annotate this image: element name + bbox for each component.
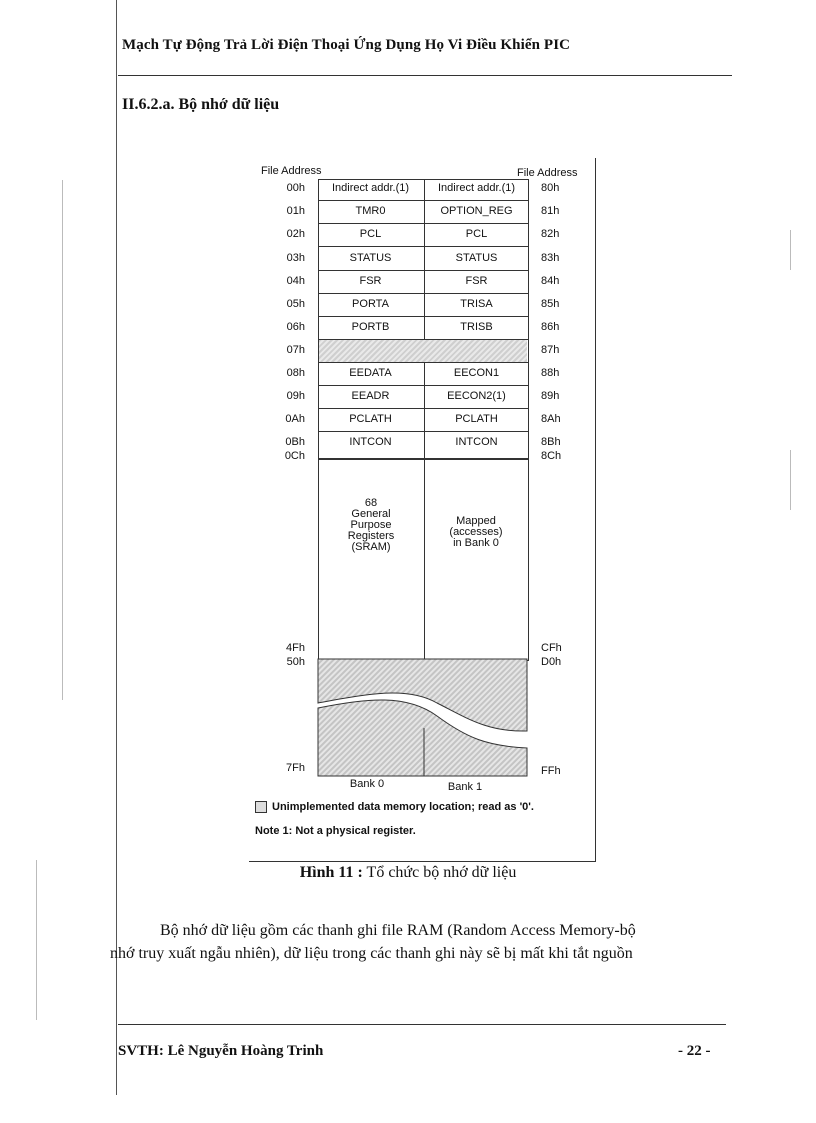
row-divider [318,200,528,201]
address-left: 0Bh [285,436,305,448]
bank1-register: PCLATH [455,413,498,425]
footer-page-number: - 22 - [678,1043,711,1059]
bank1-register: FSR [465,275,488,287]
bank1-register: Indirect addr.(1) [437,182,516,194]
bank1-register: INTCON [455,436,498,448]
bank1-register: TRISB [460,321,493,333]
gpr-start-left-address: 0Ch [284,450,305,462]
data-memory-map-figure [249,158,596,862]
row-divider [318,246,528,247]
bank1-register: TRISA [460,298,493,310]
address-right: 81h [541,205,560,217]
address-left: 09h [286,390,305,402]
address-left: 01h [286,205,305,217]
unimplemented-region-graphic [317,658,529,778]
address-left: 08h [286,367,305,379]
bank1-register: EECON2(1) [447,390,506,402]
row-divider [318,223,528,224]
address-left: 06h [286,321,305,333]
gpr-end-left-address: 4Fh [286,642,305,654]
bank0-register: FSR [359,275,382,287]
bank0-register: PORTA [352,298,389,310]
unimplemented-row [319,340,527,362]
scan-artifact [62,180,63,700]
bank0-register: TMR0 [355,205,386,217]
bank1-register: STATUS [455,252,498,264]
address-right: 84h [541,275,560,287]
address-right: 82h [541,228,560,240]
row-divider [318,431,528,432]
bank0-register: INTCON [349,436,392,448]
bank0-register: EEDATA [349,367,392,379]
file-address-label-left: File Address [261,165,322,177]
bank0-register: STATUS [349,252,392,264]
bank1-label: Bank 1 [447,781,483,793]
figure-note: Note 1: Not a physical register. [255,825,416,837]
address-right: 88h [541,367,560,379]
caption-prefix: Hình 11 : [299,864,363,881]
bank1-register: EECON1 [453,367,500,379]
address-right: 87h [541,344,560,356]
bank-divider [424,458,425,660]
address-left: 0Ah [285,413,305,425]
row-divider [318,270,528,271]
row-divider [318,362,528,363]
address-left: 07h [286,344,305,356]
mapped-label: Mapped (accesses) in Bank 0 [449,515,503,549]
gpr-label: 68 General Purpose Registers (SRAM) [347,497,395,553]
scan-artifact [36,860,37,1020]
footer-rule [118,1024,726,1025]
left-margin-line [116,0,117,1095]
figure-caption [0,864,816,882]
document-header-title: Mạch Tự Động Trả Lời Điện Thoại Ứng Dụng Họ Vi Điều Khiển PIC [122,37,571,53]
address-right: 8Bh [541,436,561,448]
address-left: 03h [286,252,305,264]
address-right: 8Ah [541,413,561,425]
bank0-label: Bank 0 [349,778,385,790]
address-right: 85h [541,298,560,310]
paragraph-line-1: Bộ nhớ dữ liệu gồm các thanh ghi file RAM (Random Access Memory-bộ [160,922,636,939]
unimplemented-swatch-icon [255,801,267,813]
bank0-register: EEADR [351,390,390,402]
address-left: 00h [286,182,305,194]
caption-text: Tổ chức bộ nhớ dữ liệu [362,864,517,881]
footer-author: SVTH: Lê Nguyễn Hoàng Trinh [118,1043,324,1059]
bank1-register: PCL [465,228,488,240]
legend-text: Unimplemented data memory location; read as '0'. [272,801,534,813]
end-right-address: FFh [541,765,561,777]
bank0-register: PCLATH [349,413,392,425]
address-right: 80h [541,182,560,194]
scan-artifact [790,230,791,270]
row-divider [318,293,528,294]
legend [255,801,534,813]
paragraph-line-2: nhớ truy xuất ngẫu nhiên), dữ liệu trong các thanh ghi này sẽ bị mất khi tắt nguồn [110,945,633,962]
row-divider [318,408,528,409]
address-right: 83h [541,252,560,264]
unimpl-start-right-address: D0h [541,656,562,668]
file-address-label-right: File Address [517,167,578,179]
end-left-address: 7Fh [286,762,305,774]
bank0-register: PORTB [351,321,390,333]
unimpl-start-left-address: 50h [286,656,305,668]
address-left: 05h [286,298,305,310]
scan-artifact [790,450,791,510]
gpr-start-right-address: 8Ch [541,450,562,462]
header-rule [118,75,732,76]
address-left: 04h [286,275,305,287]
row-divider [318,385,528,386]
bank0-register: Indirect addr.(1) [331,182,410,194]
address-right: 86h [541,321,560,333]
bank0-register: PCL [359,228,382,240]
row-divider [318,316,528,317]
bank1-register: OPTION_REG [440,205,513,217]
address-right: 89h [541,390,560,402]
section-title: II.6.2.a. Bộ nhớ dữ liệu [122,96,280,113]
address-left: 02h [286,228,305,240]
gpr-end-right-address: CFh [541,642,562,654]
